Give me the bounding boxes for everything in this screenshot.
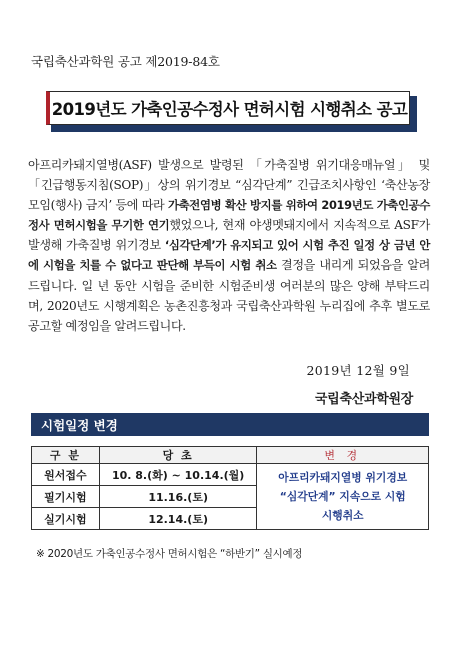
body-emphasis-2: ‘심각단계’가 유지되고 있어 시험 추진 일정 상 금년 안에 시험을 치를 수 없다고 판단해 부득이 시험 취소 bbox=[28, 238, 430, 273]
body-text-3: 결정을 내리게 되었음을 알려드립니다. 일 년 동안 시험을 준비한 시험준비생 여러분의 많은 양해 부탁드리며, 2020년도 시행계획은 농촌진흥청과 국립축산과학원 누리집에 추후 별도로 공고할 예정임을 알려드립니다. bbox=[28, 258, 430, 333]
body-text-2: 했었으나, 현재 야생멧돼지에서 지속적으로 ASF가 발생해 가축질병 위기경보 bbox=[28, 218, 430, 253]
row-label: 필기시험 bbox=[32, 486, 100, 508]
title-box bbox=[46, 91, 410, 125]
change-line: “심각단계” 지속으로 시험 bbox=[279, 490, 406, 503]
change-cell bbox=[257, 464, 429, 530]
change-line: 아프리카돼지열병 위기경보 bbox=[278, 471, 408, 484]
row-original-date: 12.14.(토) bbox=[99, 508, 257, 530]
row-original-date: 11.16.(토) bbox=[99, 486, 257, 508]
signatory: 국립축산과학원장 bbox=[314, 392, 413, 407]
notice-date: 2019년 12월 9일 bbox=[306, 363, 410, 378]
table-row bbox=[32, 464, 429, 486]
section-title: 시험일정 변경 bbox=[41, 417, 118, 433]
notice-title: 2019년도 가축인공수정사 면허시험 시행취소 공고 bbox=[51, 100, 408, 119]
body-emphasis-1: 가축전염병 확산 방지를 위하여 2019년도 가축인공수정사 면허시험을 무기한 연기 bbox=[28, 198, 430, 233]
row-label: 원서접수 bbox=[32, 464, 100, 486]
notice-number: 국립축산과학원 공고 제2019-84호 bbox=[31, 54, 220, 69]
header-change: 변 경 bbox=[257, 447, 429, 464]
header-category: 구 분 bbox=[32, 447, 100, 464]
header-original: 당 초 bbox=[99, 447, 257, 464]
table-header-row bbox=[32, 447, 429, 464]
footnote: ※ 2020년도 가축인공수정사 면허시험은 “하반기” 실시예정 bbox=[36, 548, 303, 560]
notice-body bbox=[28, 155, 430, 336]
body-text-1: 아프리카돼지열병(ASF) 발생으로 발령된 「가축질병 위기대응매뉴얼」 및 「긴급행동지침(SOP)」상의 위기경보 “심각단계” 긴급조치사항인 ‘축산농장 모임(행사) 금지’ 등에 따라 bbox=[28, 158, 430, 213]
section-header bbox=[31, 413, 429, 436]
change-line: 시행취소 bbox=[321, 509, 364, 522]
row-original-date: 10. 8.(화) ~ 10.14.(월) bbox=[99, 464, 257, 486]
row-label: 실기시험 bbox=[32, 508, 100, 530]
schedule-table bbox=[31, 446, 429, 530]
